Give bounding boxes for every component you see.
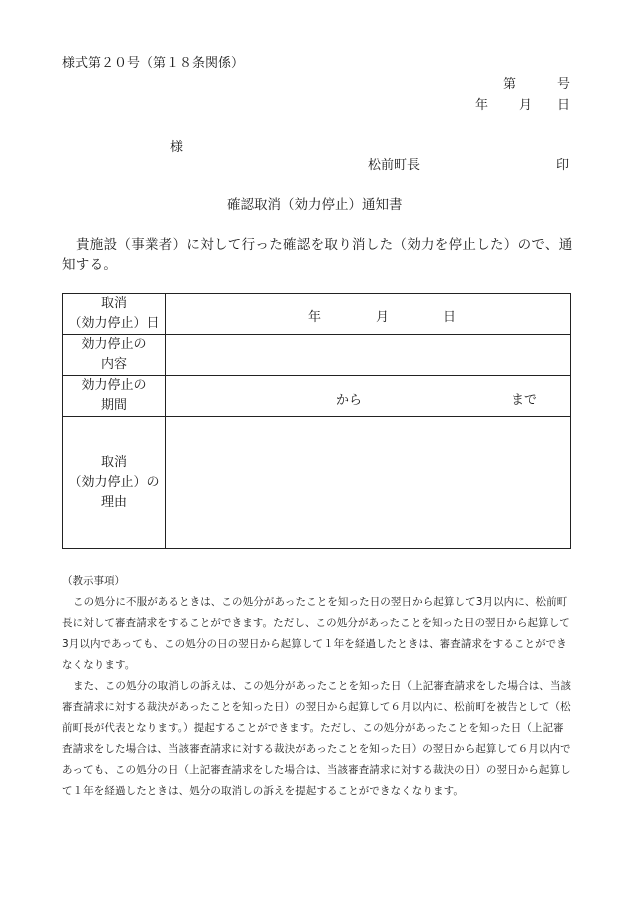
- notes-heading: （教示事項）: [62, 575, 125, 587]
- label-line: 期間: [100, 398, 127, 413]
- date-month-label: 月: [519, 98, 533, 113]
- month-label: 月: [376, 310, 390, 325]
- form-number: 様式第２０号（第１８条関係）: [62, 56, 245, 71]
- number-prefix: 第: [503, 77, 517, 92]
- year-label: 年: [308, 310, 322, 325]
- label-line: 効力停止の: [81, 337, 147, 352]
- table-row: [63, 294, 571, 335]
- notice-table: [62, 293, 571, 549]
- row-label-cancel-date: [63, 294, 166, 335]
- date-day-label: 日: [557, 98, 571, 113]
- label-line: 取消: [100, 296, 127, 311]
- issuer-name: 松前町長: [368, 158, 421, 173]
- table-row: [63, 417, 571, 549]
- cancel-date-field[interactable]: [166, 294, 571, 335]
- period-from-label: から: [336, 393, 363, 408]
- label-line: （効力停止）の: [68, 474, 160, 490]
- instruction-notes: [62, 571, 574, 802]
- label-line: 効力停止の: [81, 378, 147, 393]
- date-year-label: 年: [475, 98, 489, 113]
- table-row: [63, 376, 571, 417]
- day-label: 日: [443, 310, 457, 325]
- suspension-period-field[interactable]: [166, 376, 571, 417]
- row-label-reason: [63, 417, 166, 549]
- number-suffix: 号: [557, 77, 571, 92]
- row-label-suspension-content: [63, 335, 166, 376]
- table-row: [63, 335, 571, 376]
- label-line: 内容: [100, 357, 127, 372]
- addressee-suffix: 様: [170, 140, 184, 155]
- notice-body: 貴施設（事業者）に対して行った確認を取り消した（効力を停止した）ので、通知する。: [62, 237, 573, 273]
- label-line: 理由: [100, 494, 127, 510]
- row-label-suspension-period: [63, 376, 166, 417]
- seal-mark: 印: [556, 158, 570, 173]
- label-line: （効力停止）日: [68, 316, 160, 331]
- period-until-label: まで: [511, 393, 538, 408]
- document-title: 確認取消（効力停止）通知書: [227, 197, 403, 213]
- suspension-content-field[interactable]: [166, 335, 571, 376]
- notes-paragraph: この処分に不服があるときは、この処分があったことを知った日の翌日から起算して3月以内に、松前町長に対して審査請求をすることができます。ただし、この処分があったことを知った日の翌日から起算して3月以内であっても、この処分の日の翌日から起算して１年を経過したときは、審査請求をすることができなくなります。: [62, 596, 570, 671]
- notes-paragraph: また、この処分の取消しの訴えは、この処分があったことを知った日（上記審査請求をした場合は、当該審査請求に対する裁決があったことを知った日）の翌日から起算して６月以内に、松前町を被告として（松前町長が代表となります。）提起することができます。ただし、この処分があったことを知った日（上記審査請求をした場合は、当該審査請求に対する裁決があったことを知った日）の翌日から起算して６月以内であっても、この処分の日（上記審査請求をした場合は、当該審査請求に対する裁決の日）の翌日から起算して１年を経過したときは、処分の取消しの訴えを提起することができなくなります。: [62, 680, 572, 797]
- reason-field[interactable]: [166, 417, 571, 549]
- label-line: 取消: [100, 454, 127, 470]
